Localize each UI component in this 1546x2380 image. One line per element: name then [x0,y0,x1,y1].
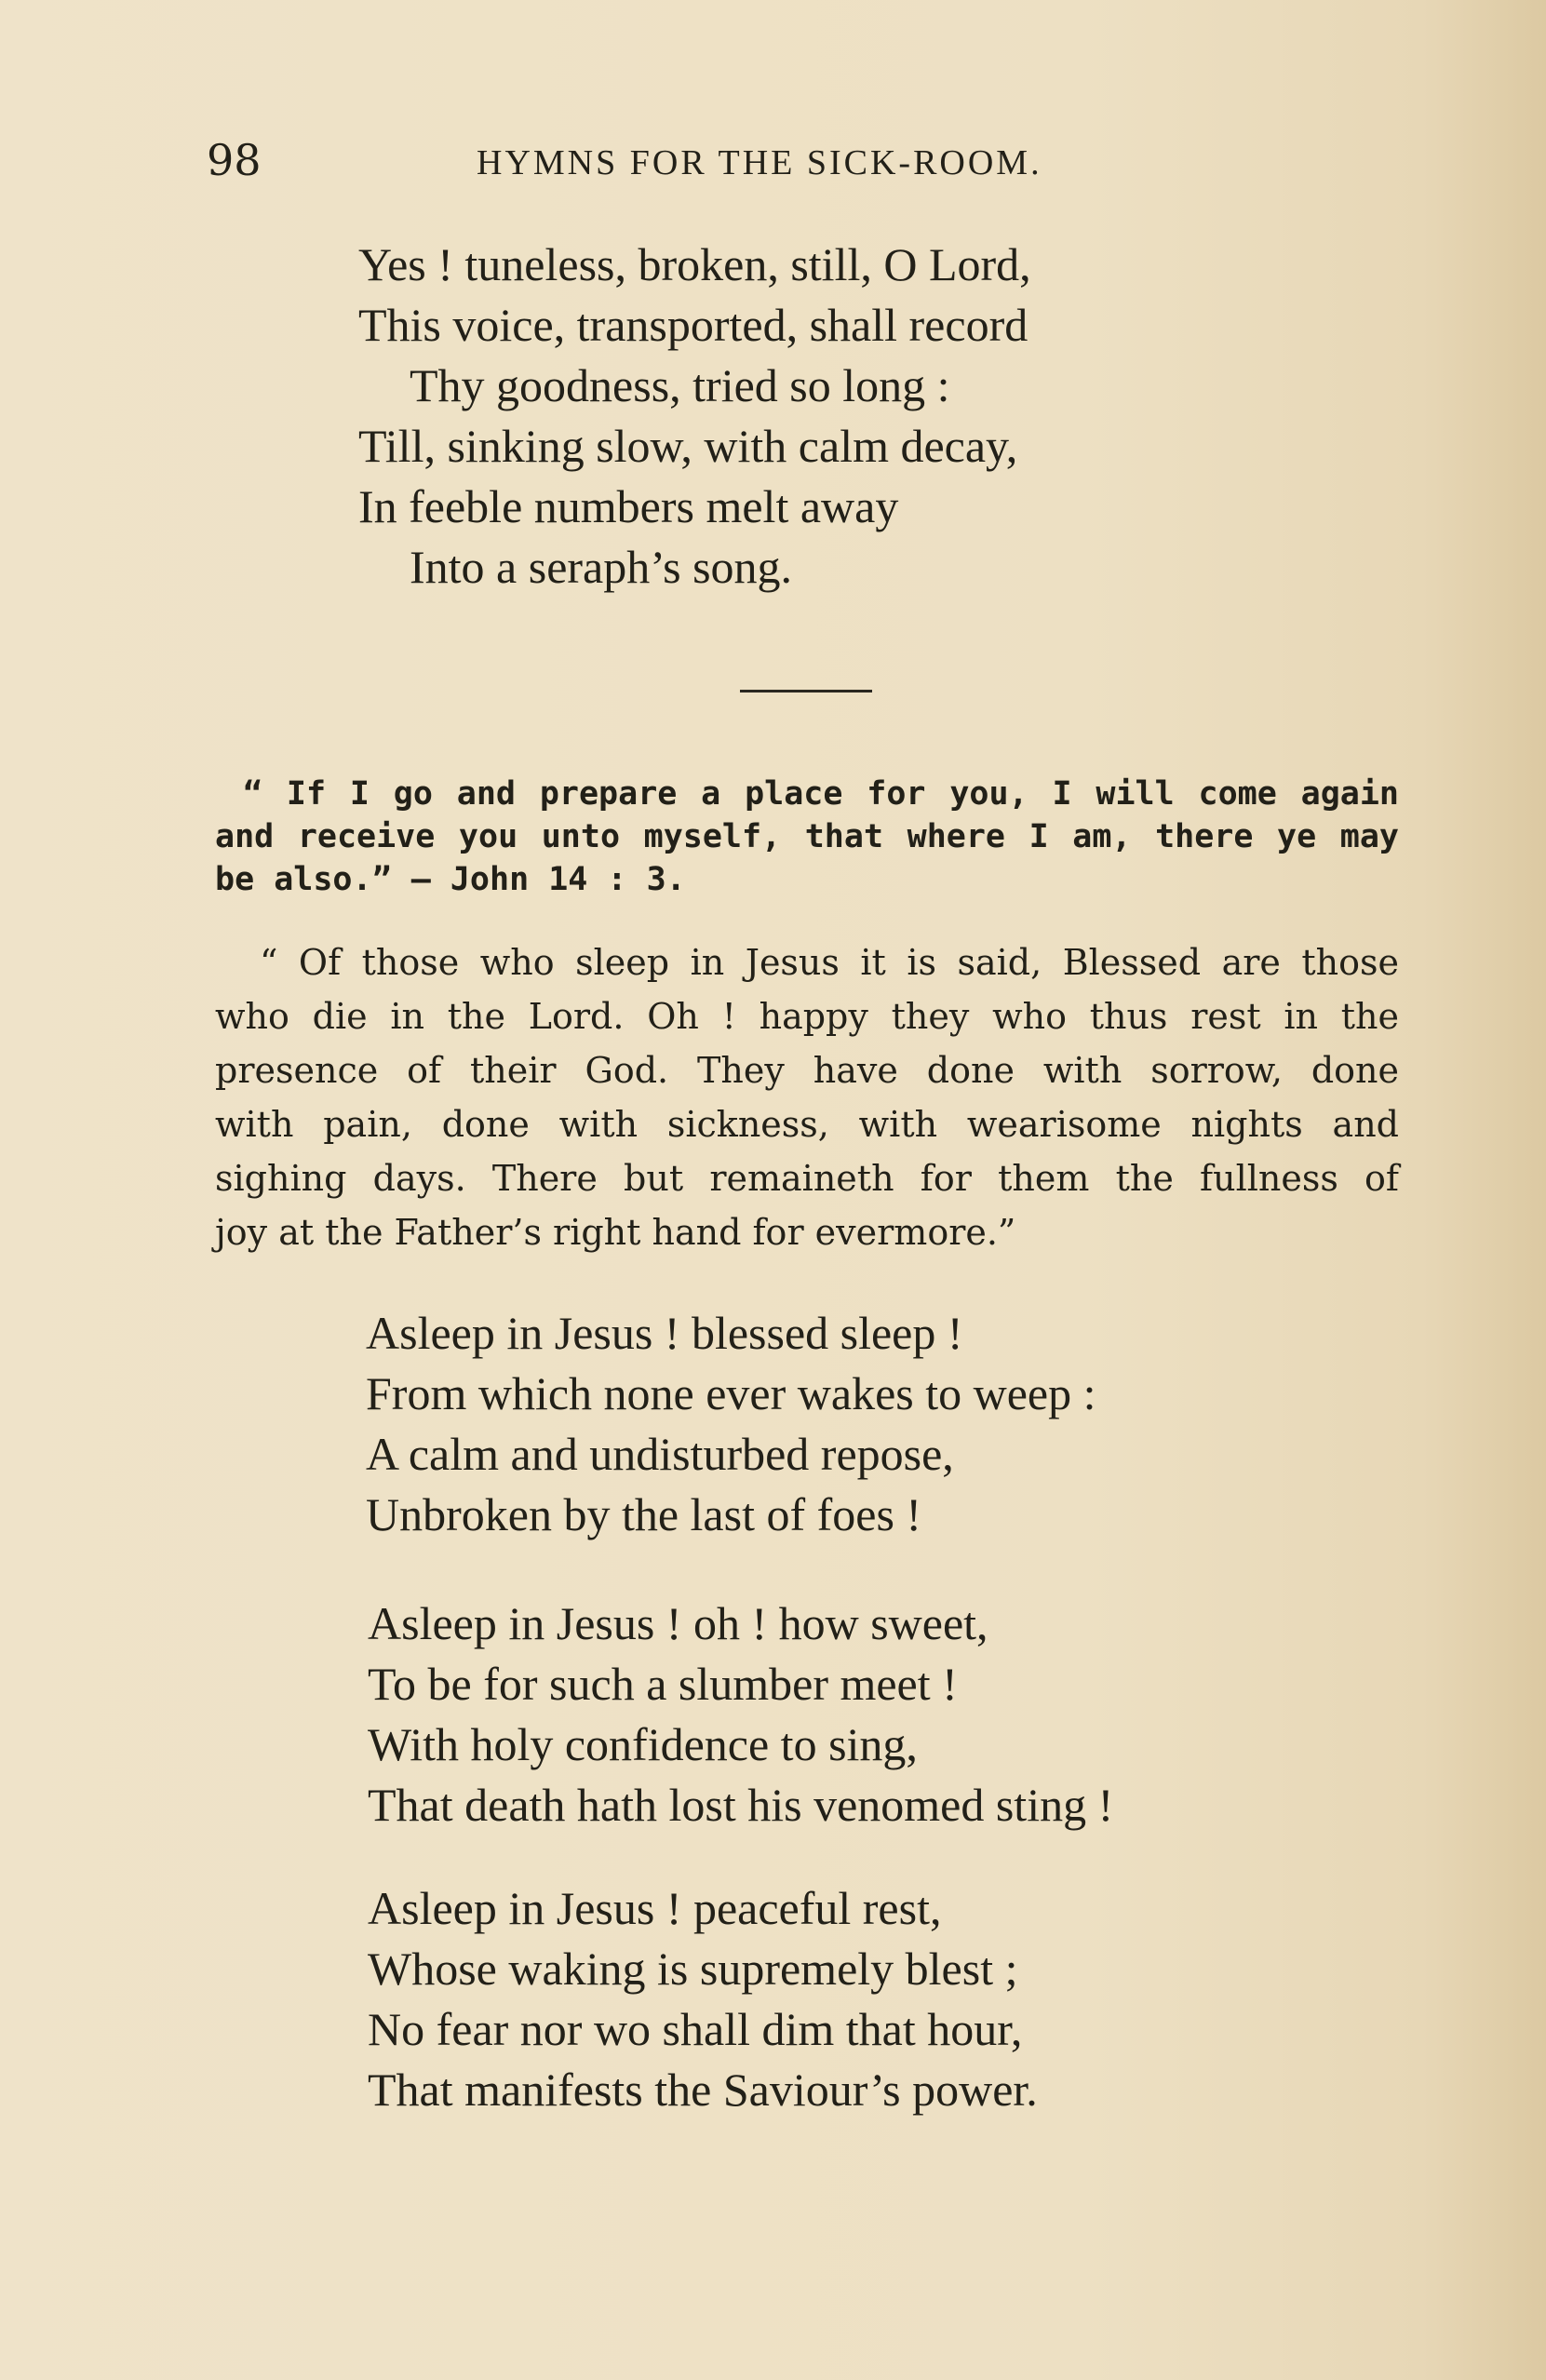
verse-line: A calm and undisturbed repose, [366,1428,954,1480]
verse-line: Into a seraph’s song. [410,541,793,593]
prose-line: presence of their God. They have done with sorrow, done [215,1050,1399,1091]
hymn-stanza-2 [368,1593,1113,1835]
hymn-stanza-3 [368,1878,1038,2120]
page-number: 98 [207,135,262,185]
verse-line: Unbroken by the last of foes ! [366,1488,922,1540]
verse-line: Asleep in Jesus ! blessed sleep ! [366,1307,963,1359]
verse-line: With holy confidence to sing, [368,1718,918,1770]
verse-line: This voice, transported, shall record [358,299,1028,351]
hymn-stanza-1 [366,1303,1096,1545]
quote-line: be also.” — John 14 : 3. [215,861,686,898]
verse-line: Yes ! tuneless, broken, still, O Lord, [358,238,1031,290]
prose-line: “ Of those who sleep in Jesus it is said, Blessed are those [260,942,1399,983]
verse-line: That death hath lost his venomed sting ! [368,1779,1114,1831]
running-head: HYMNS FOR THE SICK-ROOM. [477,143,1042,182]
verse-line: That manifests the Saviour’s power. [368,2064,1038,2116]
verse-line: Thy goodness, tried so long : [410,359,950,411]
verse-line: Asleep in Jesus ! peaceful rest, [368,1882,942,1934]
scripture-quote [215,773,1399,901]
prose-paragraph [215,935,1399,1259]
verse-line: Asleep in Jesus ! oh ! how sweet, [368,1597,988,1649]
verse-line: Till, sinking slow, with calm decay, [358,420,1018,472]
verse-line: To be for such a slumber meet ! [368,1658,958,1710]
verse-line: In feeble numbers melt away [358,480,899,532]
quote-line: and receive you unto myself, that where I am, there ye may [215,818,1399,855]
stanza-top [358,235,1031,598]
quote-line: “ If I go and prepare a place for you, I will come again [243,775,1399,813]
section-divider [740,690,872,692]
verse-line: Whose waking is supremely blest ; [368,1943,1018,1995]
prose-line: sighing days. There but remaineth for them the fullness of [215,1158,1399,1199]
prose-line: who die in the Lord. Oh ! happy they who thus rest in the [215,996,1399,1037]
verse-line: No fear nor wo shall dim that hour, [368,2003,1023,2055]
prose-line: with pain, done with sickness, with wearisome nights and [215,1104,1399,1145]
prose-line: joy at the Father’s right hand for evermore.” [215,1212,1016,1253]
page-header [0,135,1546,191]
verse-line: From which none ever wakes to weep : [366,1367,1096,1419]
